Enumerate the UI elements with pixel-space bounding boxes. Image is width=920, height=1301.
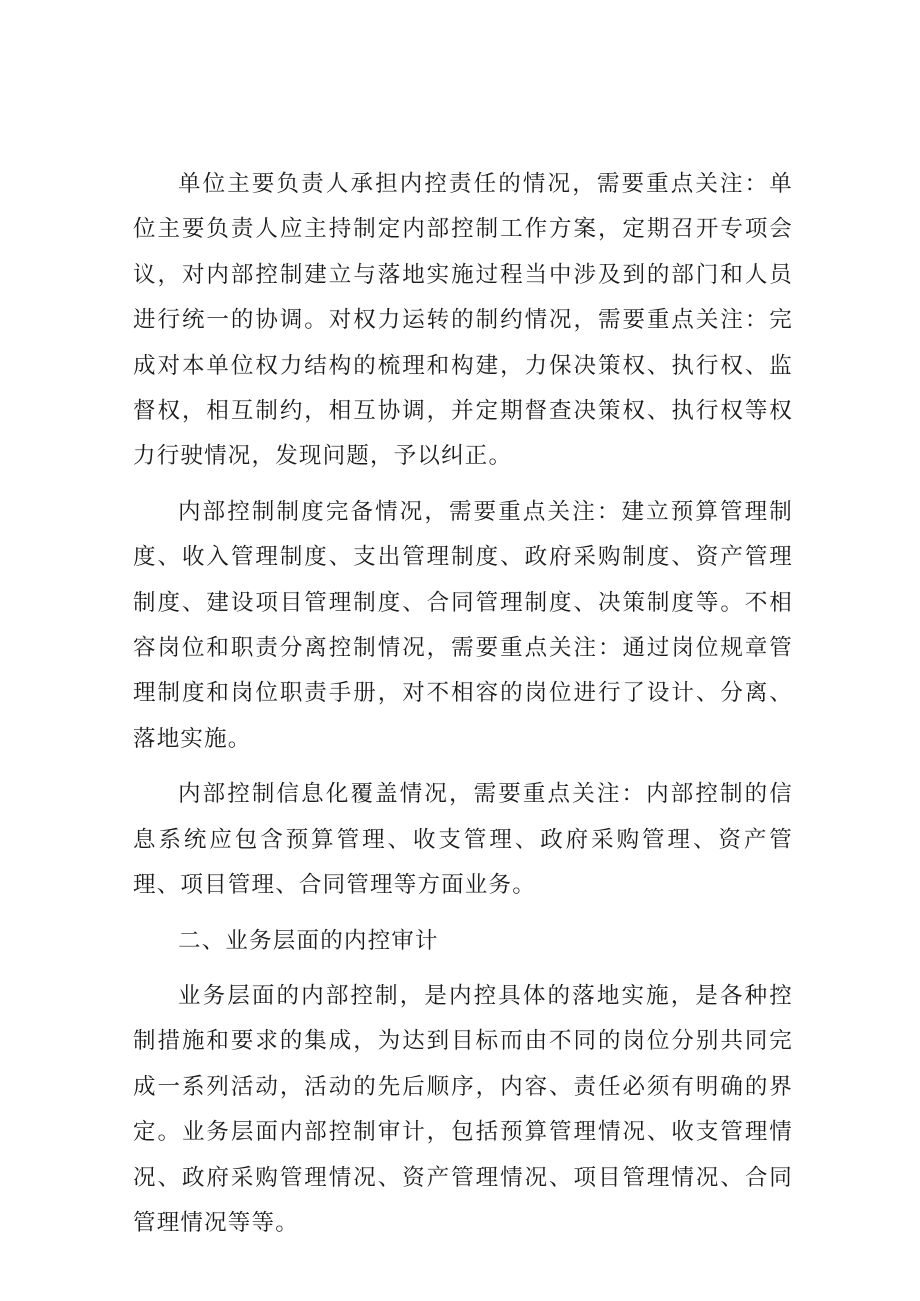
paragraph-control-system: 内部控制制度完备情况，需要重点关注：建立预算管理制度、收入管理制度、支出管理制度、政府采购制度、资产管理制度、建设项目管理制度、合同管理制度、决策制度等。不相容岗位和职责分离控制情况，需要重点关注：通过岗位规章管理制度和岗位职责手册，对不相容的岗位进行了设计、分离、落地实施。 xyxy=(133,498,793,752)
paragraph-leader-responsibility: 单位主要负责人承担内控责任的情况，需要重点关注：单位主要负责人应主持制定内部控制工作方案，定期召开专项会议，对内部控制建立与落地实施过程当中涉及到的部门和人员进行统一的协调。对权力运转的制约情况，需要重点关注：完成对本单位权力结构的梳理和构建，力保决策权、执行权、监督权，相互制约，相互协调，并定期督查决策权、执行权等权力行驶情况，发现问题，予以纠正。 xyxy=(133,171,793,470)
paragraph-business-level: 业务层面的内部控制，是内控具体的落地实施，是各种控制措施和要求的集成，为达到目标而由不同的岗位分别共同完成一系列活动，活动的先后顺序，内容、责任必须有明确的界定。业务层面内部控制审计，包括预算管理情况、收支管理情况、政府采购管理情况、资产管理情况、项目管理情况、合同管理情况等等。 xyxy=(133,982,793,1236)
document-body xyxy=(133,162,793,1256)
section-heading: 二、业务层面的内控审计 xyxy=(178,927,439,954)
paragraph-informatization: 内部控制信息化覆盖情况，需要重点关注：内部控制的信息系统应包含预算管理、收支管理、政府采购管理、资产管理、项目管理、合同管理等方面业务。 xyxy=(133,781,793,899)
